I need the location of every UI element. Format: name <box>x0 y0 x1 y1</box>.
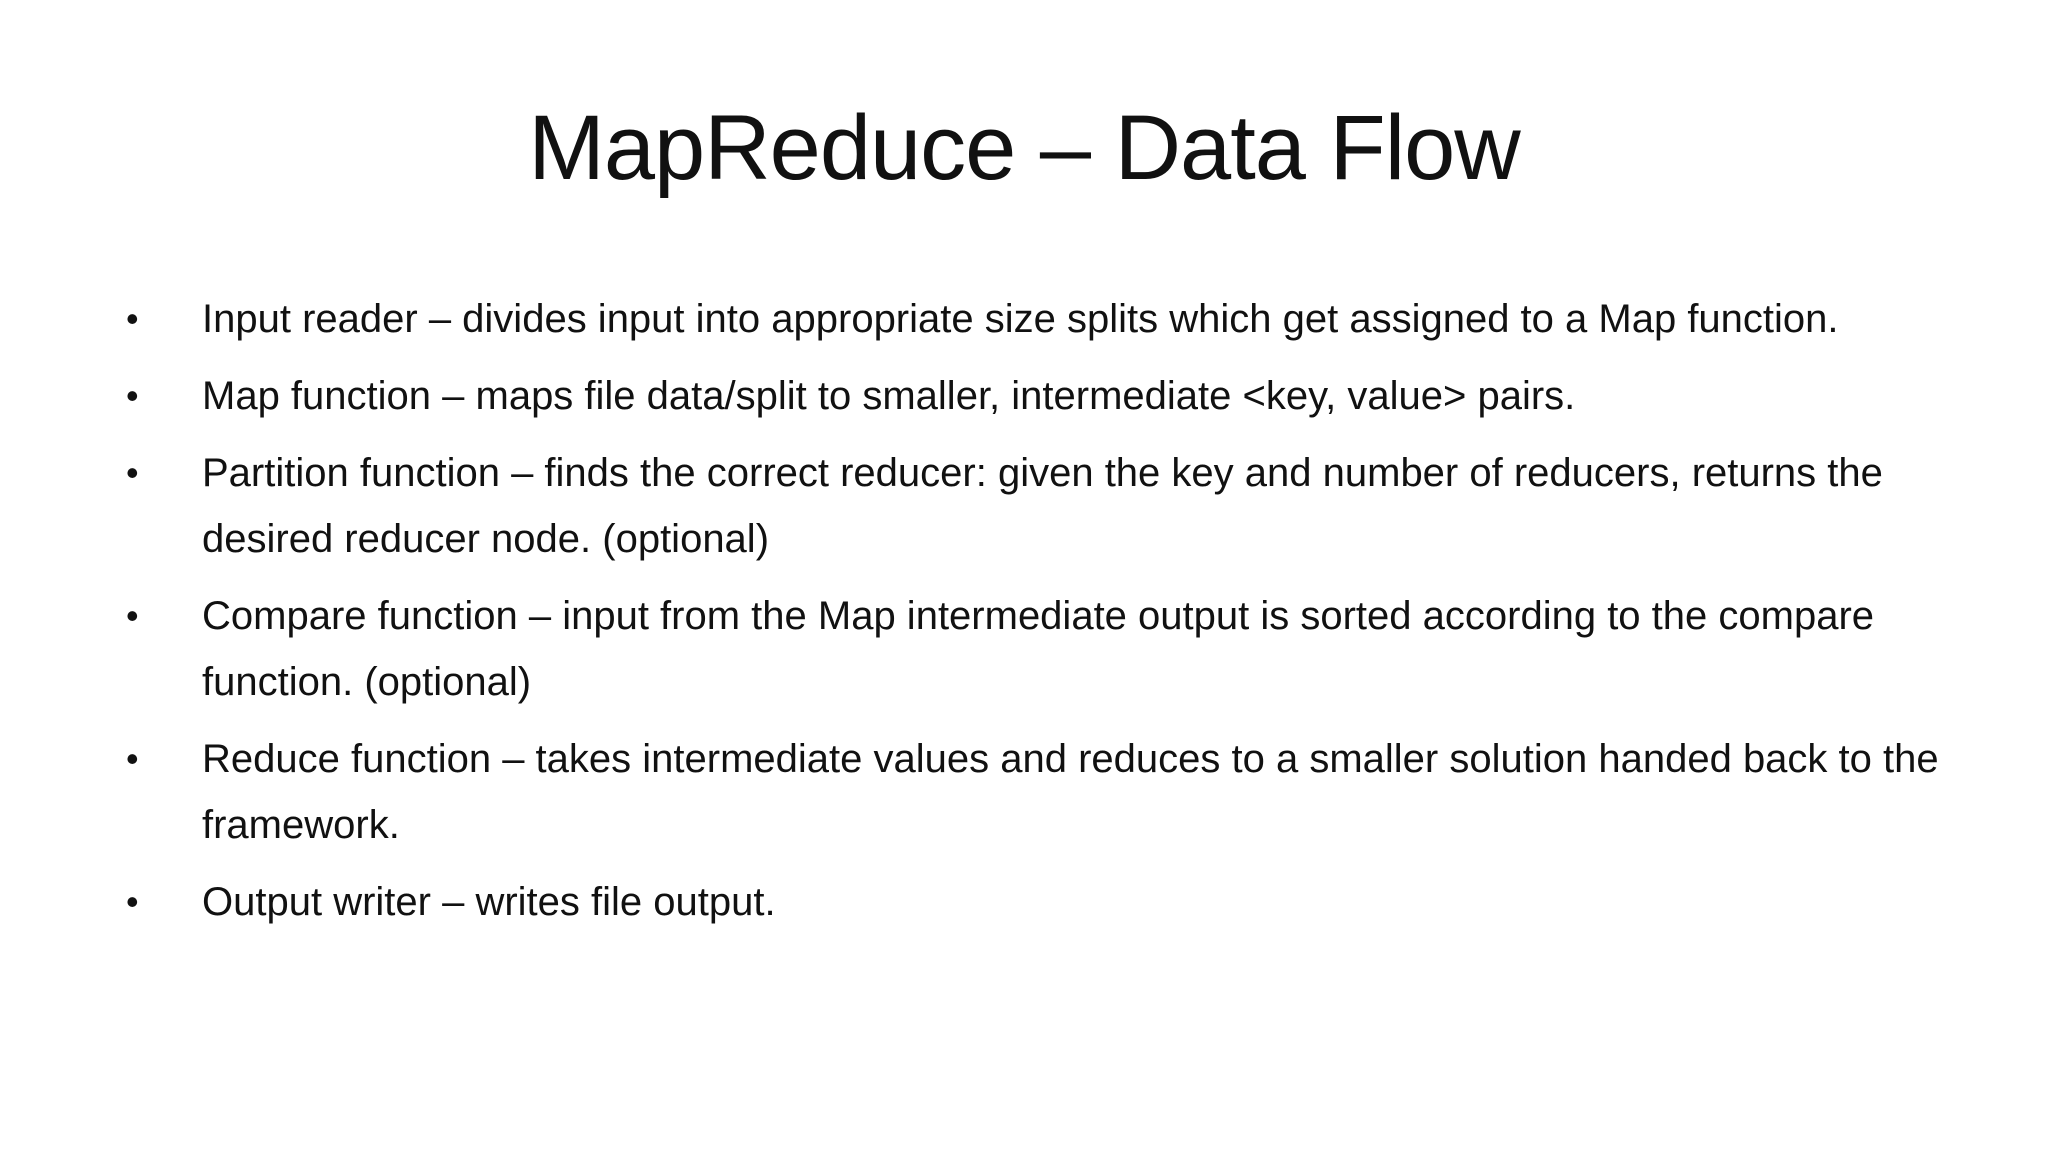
slide-title: MapReduce – Data Flow <box>528 97 1520 199</box>
bullet-text: Output writer – writes file output. <box>202 880 776 924</box>
bullet-text: Map function – maps file data/split to smaller, intermediate <key, value> pairs. <box>202 374 1576 418</box>
bullet-item-output-writer <box>120 869 1960 935</box>
bullet-list <box>120 286 1960 946</box>
bullet-item-map-function <box>120 363 1960 429</box>
bullet-item-input-reader <box>120 286 1960 352</box>
bullet-text: Partition function – finds the correct reducer: given the key and number of reducers, returns the desired reducer node. (optional) <box>202 451 1883 561</box>
bullet-icon: • <box>126 881 139 922</box>
bullet-icon: • <box>126 595 139 636</box>
bullet-text: Reduce function – takes intermediate values and reduces to a smaller solution handed back to the framework. <box>202 737 1939 847</box>
bullet-item-compare-function <box>120 583 1960 715</box>
bullet-icon: • <box>126 298 139 339</box>
bullet-item-partition-function <box>120 440 1960 572</box>
bullet-text: Compare function – input from the Map intermediate output is sorted according to the compare function. (optional) <box>202 594 1875 704</box>
bullet-text: Input reader – divides input into appropriate size splits which get assigned to a Map function. <box>202 297 1839 341</box>
bullet-icon: • <box>126 452 139 493</box>
bullet-icon: • <box>126 375 139 416</box>
bullet-item-reduce-function <box>120 726 1960 858</box>
bullet-icon: • <box>126 738 139 779</box>
